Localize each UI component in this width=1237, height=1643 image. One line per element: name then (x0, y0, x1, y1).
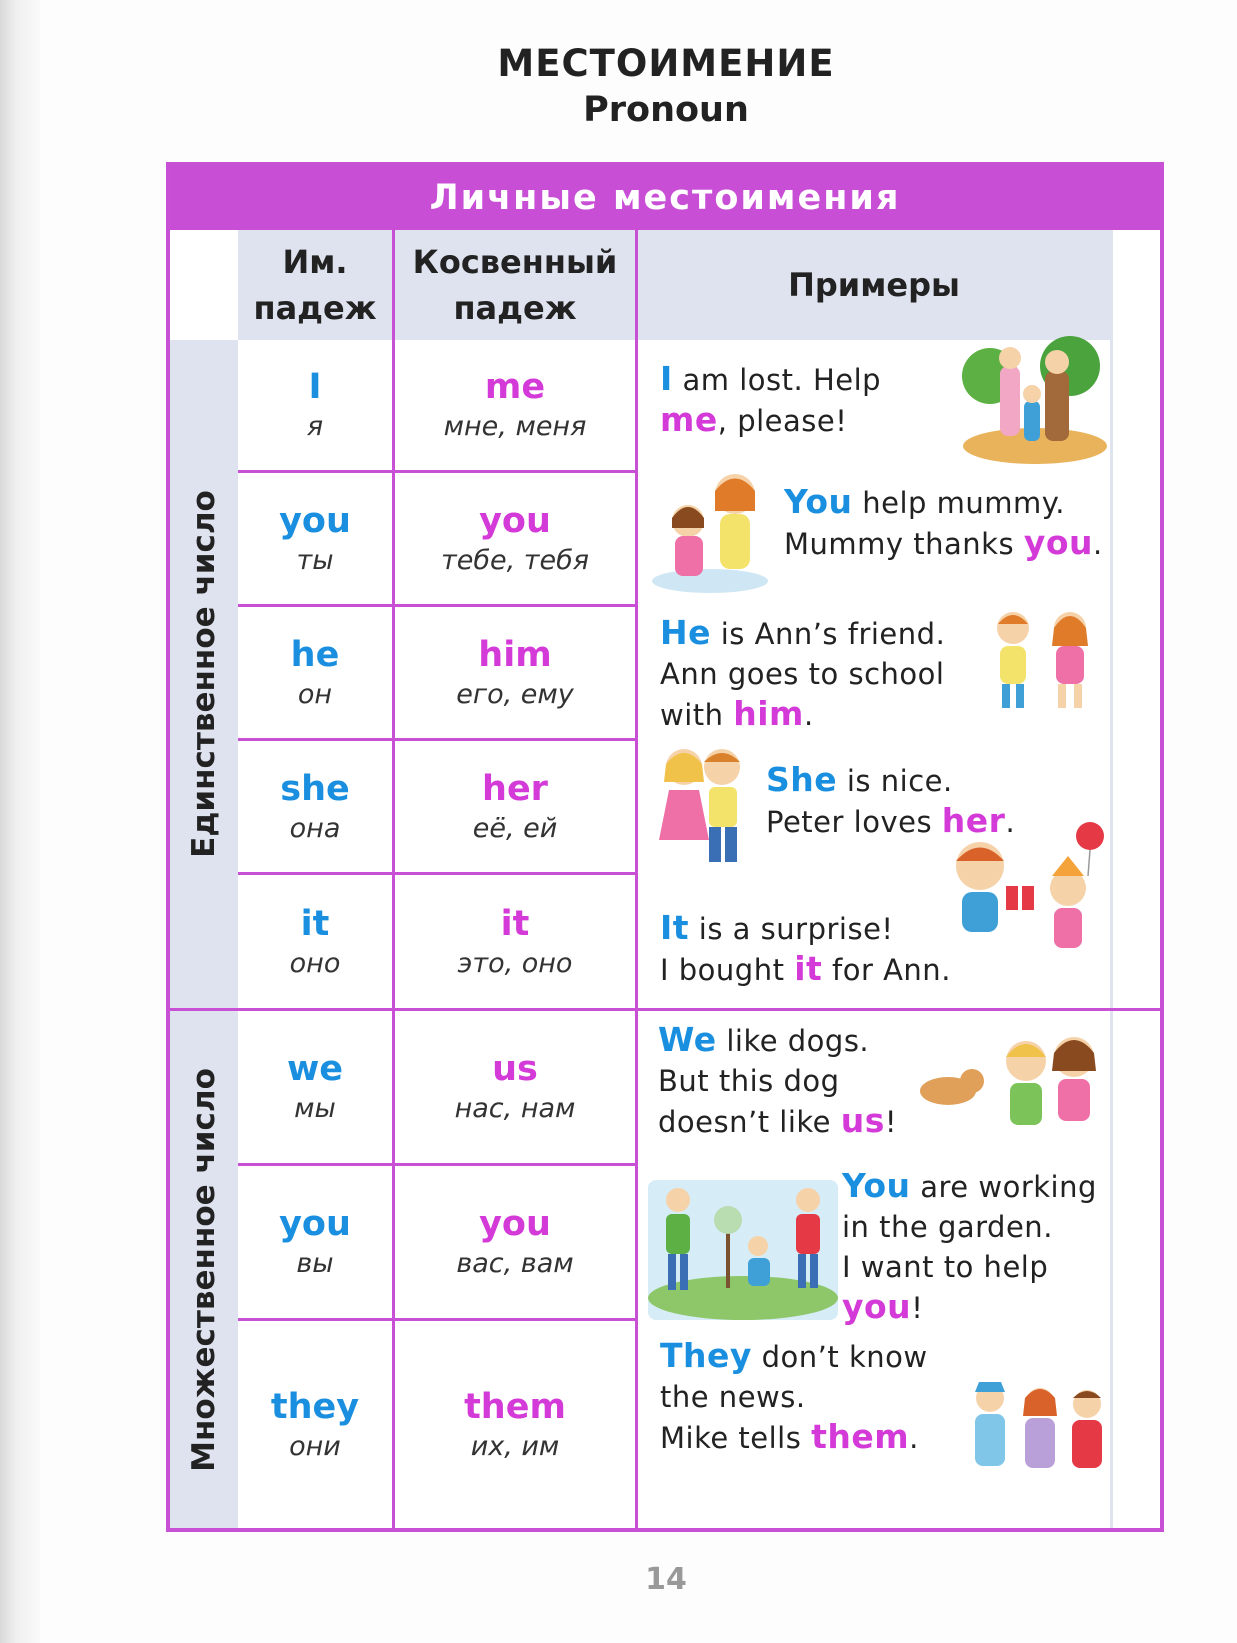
objective-translation: мне, меня (443, 411, 587, 442)
divider (238, 470, 635, 473)
example-he: He is Ann’s friend. Ann goes to school with him. (660, 613, 946, 733)
header-objective-line2: падеж (453, 289, 577, 327)
objective-pronoun: them (464, 1386, 566, 1427)
table-row (395, 1011, 635, 1163)
table-row (238, 607, 392, 738)
example-it: It is a surprise! I bought it for Ann. (660, 908, 951, 988)
group-plural-label: Множественное число (186, 1067, 222, 1472)
table-row (395, 1166, 635, 1318)
group-singular-label: Единственное число (186, 490, 222, 858)
header-nominative-line2: падеж (253, 289, 377, 327)
table-row (395, 340, 635, 470)
illustration-girls-mummy (650, 466, 780, 600)
objective-translation: это, оно (457, 947, 573, 979)
nominative-pronoun: she (280, 768, 350, 809)
example-i: I am lost. Help me, please! (660, 359, 882, 439)
table-row (395, 607, 635, 738)
divider (392, 230, 395, 1528)
group-singular (170, 340, 238, 1008)
illustration-garden (648, 1170, 838, 1324)
header-corner (170, 230, 238, 340)
divider (238, 1318, 635, 1321)
illustration-friends (965, 1376, 1115, 1490)
illustration-surprise (940, 816, 1110, 970)
example-they: They don’t know the news. Mike tells them. (660, 1336, 928, 1456)
objective-pronoun: you (479, 500, 551, 541)
nominative-translation: оно (289, 947, 341, 979)
table-row (395, 875, 635, 1008)
objective-pronoun: us (492, 1049, 538, 1089)
objective-translation: вас, вам (456, 1248, 574, 1279)
group-plural (170, 1011, 238, 1528)
nominative-pronoun: you (279, 1204, 351, 1244)
objective-translation: её, ей (472, 812, 558, 844)
objective-translation: тебе, тебя (441, 544, 589, 576)
illustration-kiss (654, 742, 754, 876)
example-you-plural: You are working in the garden. I want to help you! (842, 1166, 1097, 1326)
table-row (238, 340, 392, 470)
nominative-pronoun: it (300, 903, 330, 944)
objective-pronoun: him (478, 634, 552, 675)
divider (238, 738, 635, 741)
divider (170, 1008, 1160, 1011)
table-row (395, 1321, 635, 1528)
divider (1110, 230, 1113, 1528)
header-nominative (238, 230, 392, 340)
objective-pronoun: it (500, 903, 530, 944)
illustration-kids-school (978, 606, 1108, 720)
table-row (238, 473, 392, 604)
example-we: We like dogs. But this dog doesn’t like us! (658, 1020, 898, 1140)
divider (238, 872, 635, 875)
header-objective-line1: Косвенный (412, 243, 618, 281)
illustration-lost-boy (960, 336, 1110, 470)
objective-translation: нас, нам (454, 1093, 576, 1124)
illustration-dog (908, 1021, 1108, 1155)
nominative-pronoun: we (286, 1049, 344, 1089)
nominative-translation: мы (294, 1093, 336, 1124)
divider (238, 1163, 635, 1166)
divider (238, 604, 635, 607)
nominative-pronoun: I (308, 367, 322, 407)
pronoun-table (166, 162, 1164, 1532)
objective-translation: их, им (470, 1430, 560, 1462)
nominative-pronoun: you (279, 500, 351, 541)
nominative-translation: они (289, 1430, 341, 1462)
header-examples: Примеры (638, 230, 1110, 340)
table-row (238, 1011, 392, 1163)
nominative-pronoun: they (270, 1386, 360, 1427)
objective-pronoun: you (479, 1204, 551, 1244)
objective-translation: его, ему (456, 678, 574, 710)
nominative-translation: вы (296, 1248, 334, 1279)
table-row (238, 1166, 392, 1318)
table-banner: Личные местоимения (170, 166, 1160, 230)
nominative-pronoun: he (290, 634, 340, 675)
page-subtitle: Pronoun (583, 90, 749, 130)
example-she: She is nice. Peter loves her. (766, 760, 1016, 840)
table-row (238, 1321, 392, 1528)
table-row (238, 875, 392, 1008)
header-objective (395, 230, 635, 340)
nominative-translation: она (289, 812, 341, 844)
objective-pronoun: me (484, 367, 546, 407)
divider (635, 230, 638, 1528)
table-row (238, 741, 392, 872)
table-row (395, 741, 635, 872)
example-you-singular: You help mummy. Mummy thanks you. (784, 482, 1103, 562)
nominative-translation: я (306, 411, 324, 442)
nominative-translation: он (297, 678, 333, 710)
header-nominative-line1: Им. (282, 243, 348, 281)
page-number: 14 (645, 1562, 687, 1597)
nominative-translation: ты (296, 544, 334, 576)
book-spine (0, 0, 40, 1643)
table-row (395, 473, 635, 604)
objective-pronoun: her (482, 768, 548, 809)
page-title: МЕСТОИМЕНИЕ (497, 42, 835, 85)
